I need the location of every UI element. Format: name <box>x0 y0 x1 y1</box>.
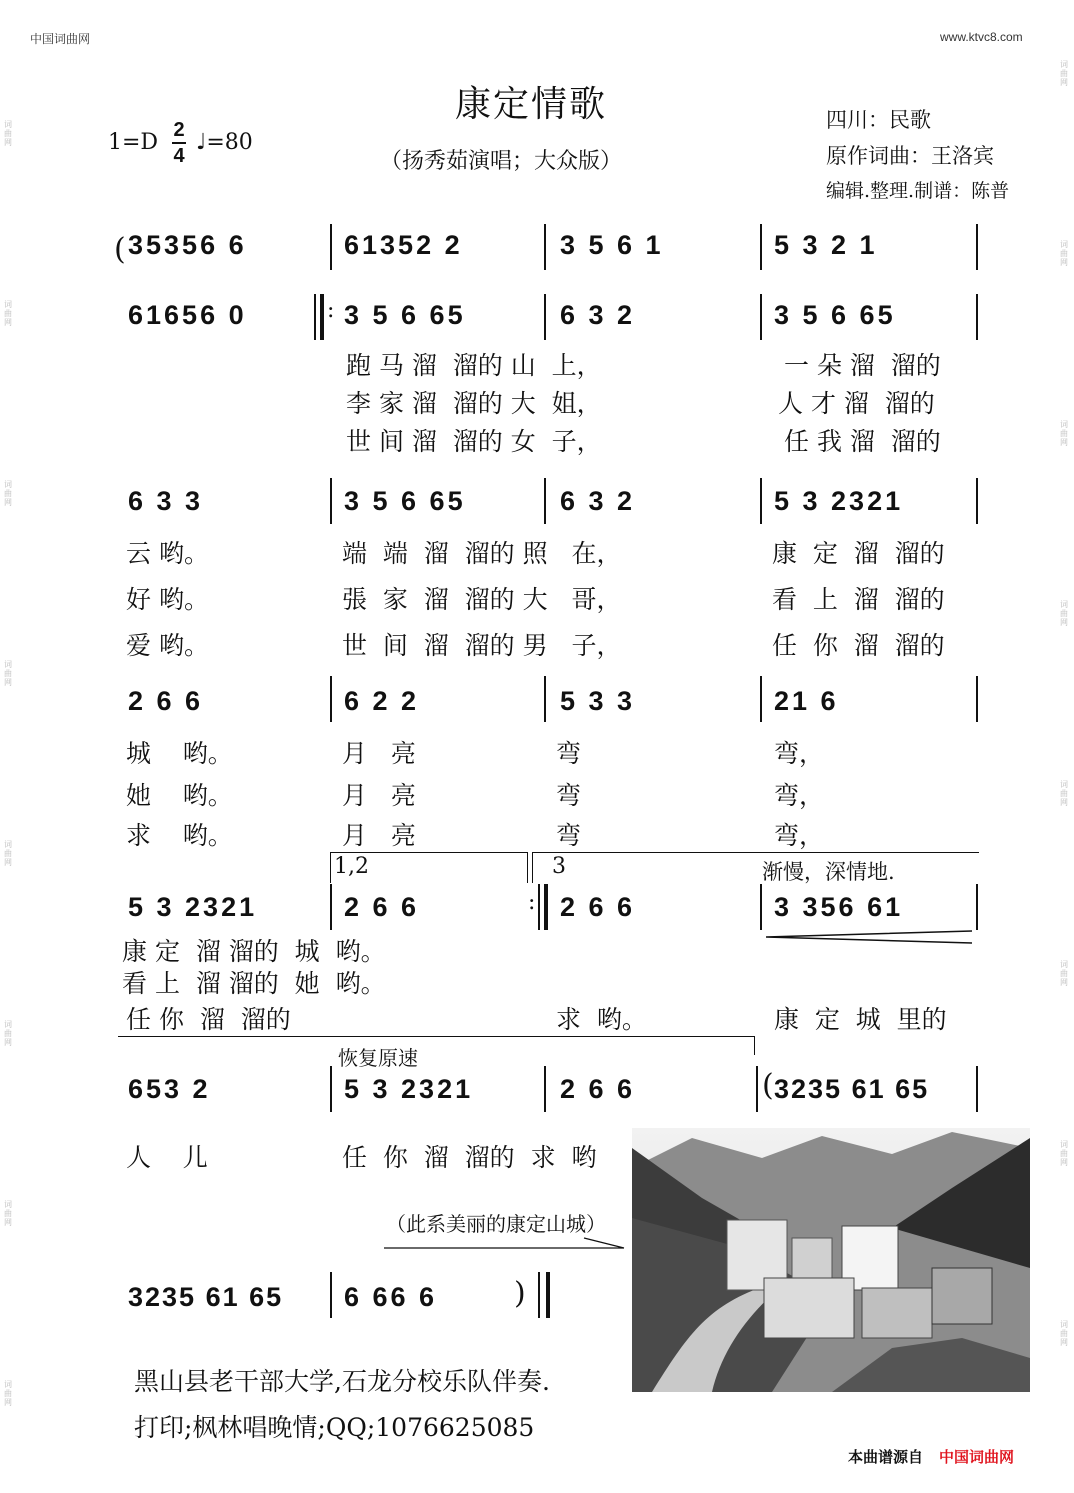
barline <box>330 1272 332 1318</box>
lyric-verse-3: 弯 <box>556 821 582 850</box>
repeat-bracket: ( <box>762 1068 774 1103</box>
barline <box>976 224 978 270</box>
lyric-line: 人 儿 <box>126 1143 208 1172</box>
barline <box>760 676 762 722</box>
watermark-text: 词曲网 <box>4 300 12 327</box>
lyric-verse-2: 人 才 溜 溜的 <box>778 389 935 418</box>
lyric-verse-1: 城 哟。 <box>126 739 233 768</box>
time-signature-bottom: 4 <box>173 145 185 167</box>
measure-notes: 3 5 6 65 <box>344 300 466 330</box>
footer-source-label: 本曲谱源自 <box>848 1449 924 1466</box>
measure-notes: 5 3 2321 <box>128 892 258 922</box>
barline <box>544 224 546 270</box>
measure-notes: 3235 61 65 <box>128 1282 284 1312</box>
barline <box>976 1066 978 1112</box>
lyric-verse-3: 世 间 溜 溜的 男 子， <box>342 631 622 660</box>
measure-notes: 6 3 2 <box>560 300 636 330</box>
ritardando-marking: 渐慢，深情地. <box>762 860 895 884</box>
watermark-text: 词曲网 <box>1060 1140 1068 1167</box>
lyric-verse-2: 好 哟。 <box>126 585 209 614</box>
lyric-verse-2: 弯， <box>774 781 825 810</box>
a-tempo-marking: 恢复原速 <box>338 1046 418 1070</box>
watermark-text: 词曲网 <box>4 840 12 867</box>
key-signature: 1=D <box>108 130 159 155</box>
final-thick-barline <box>546 1272 550 1318</box>
lyric-verse-2: 月 亮 <box>342 781 416 810</box>
measure-notes: 6 3 2 <box>560 486 636 516</box>
measure-notes: 5 3 3 <box>560 686 636 716</box>
lyric-verse-3: 求 哟。 <box>556 1005 647 1034</box>
lyric-verse-1: 弯， <box>774 739 825 768</box>
barline <box>760 224 762 270</box>
lyric-verse-2: 看 上 溜 溜的 <box>772 585 945 614</box>
measure-notes: 21 6 <box>774 686 839 716</box>
credit-composer: 原作词曲：王洛宾 <box>826 144 994 168</box>
barline <box>976 884 978 930</box>
barline <box>756 1066 758 1112</box>
song-title: 康定情歌 <box>455 84 608 125</box>
lyric-verse-2: 李 家 溜 溜的 大 姐， <box>346 389 602 418</box>
final-barline <box>538 1272 540 1318</box>
lyric-verse-1: 月 亮 <box>342 739 416 768</box>
song-subtitle: （扬秀茹演唱；大众版） <box>380 149 623 174</box>
barline <box>544 478 546 524</box>
credit-origin: 四川：民歌 <box>826 108 931 132</box>
measure-notes: 2 6 6 <box>560 892 636 922</box>
photo-caption: （此系美丽的康定山城） <box>386 1212 606 1236</box>
volta-label-2: 3 <box>552 854 566 879</box>
measure-notes: 653 2 <box>128 1074 211 1104</box>
repeat-end-thick-barline <box>544 884 548 930</box>
bracket-line <box>118 1036 755 1055</box>
watermark-text: 词曲网 <box>4 1380 12 1407</box>
barline <box>330 884 332 930</box>
barline <box>976 294 978 340</box>
measure-notes: 6 3 3 <box>128 486 204 516</box>
barline <box>330 676 332 722</box>
repeat-bracket-close: ) <box>514 1276 526 1311</box>
watermark-text: 词曲网 <box>4 1020 12 1047</box>
repeat-start-thick-barline <box>320 294 324 340</box>
watermark-text: 词曲网 <box>4 120 12 147</box>
barline <box>760 478 762 524</box>
lyric-verse-2: 弯 <box>556 781 582 810</box>
measure-notes: 6 2 2 <box>344 686 420 716</box>
measure-notes: 2 6 6 <box>560 1074 636 1104</box>
measure-notes: 2 6 6 <box>344 892 420 922</box>
watermark-text: 词曲网 <box>1060 960 1068 987</box>
volta-label-1: 1,2 <box>334 854 369 879</box>
measure-notes: 5 3 2321 <box>774 486 904 516</box>
measure-notes: 2 6 6 <box>128 686 204 716</box>
time-signature-top: 2 <box>173 119 185 141</box>
measure-notes: 61352 2 <box>344 230 463 260</box>
footer-print-info: 打印;枫林唱晚情;QQ;1076625085 <box>134 1413 535 1442</box>
lyric-verse-2: 看 上 溜 溜的 她 哟。 <box>122 969 386 998</box>
volta-bracket-2 <box>532 852 979 883</box>
measure-notes: 35356 6 <box>128 230 247 260</box>
lyric-verse-3: 康 定 城 里的 <box>774 1005 947 1034</box>
lyric-verse-3: 任 你 溜 溜的 <box>126 1005 291 1034</box>
lyric-verse-3: 求 哟。 <box>126 821 233 850</box>
measure-notes: 3 5 6 1 <box>560 230 664 260</box>
measure-notes: 3 356 61 <box>774 892 904 922</box>
lyric-verse-3: 月 亮 <box>342 821 416 850</box>
watermark-text: 词曲网 <box>1060 780 1068 807</box>
measure-notes: 3 5 6 65 <box>344 486 466 516</box>
watermark-text: 词曲网 <box>1060 1320 1068 1347</box>
barline <box>760 884 762 930</box>
measure-notes: 5 3 2 1 <box>774 230 878 260</box>
barline <box>544 676 546 722</box>
measure-notes: 3 5 6 65 <box>774 300 896 330</box>
footer-accompaniment: 黑山县老干部大学,石龙分校乐队伴奏. <box>134 1367 550 1396</box>
site-url-right: www.ktvc8.com <box>940 30 1023 44</box>
measure-notes: 61656 0 <box>128 300 247 330</box>
lyric-verse-1: 康 定 溜 溜的 城 哟。 <box>122 937 386 966</box>
lyric-verse-3: 任 我 溜 溜的 <box>784 427 941 456</box>
caption-pointer-line <box>384 1236 628 1252</box>
repeat-end-dots: : <box>528 890 536 915</box>
lyric-verse-1: 弯 <box>556 739 582 768</box>
lyric-verse-2: 張 家 溜 溜的 大 哥， <box>342 585 622 614</box>
watermark-text: 词曲网 <box>4 1200 12 1227</box>
lyric-verse-3: 任 你 溜 溜的 <box>772 631 945 660</box>
barline <box>976 676 978 722</box>
barline <box>760 294 762 340</box>
barline <box>330 224 332 270</box>
footer-source <box>848 1446 1014 1467</box>
watermark-text: 词曲网 <box>4 660 12 687</box>
watermark-text: 词曲网 <box>1060 600 1068 627</box>
repeat-end-barline <box>538 884 540 930</box>
measure-notes: 5 3 2321 <box>344 1074 474 1104</box>
lyric-verse-1: 一 朵 溜 溜的 <box>784 351 941 380</box>
repeat-bracket: ( <box>114 232 126 267</box>
tempo-marking: ♩=80 <box>196 130 253 155</box>
watermark-text: 词曲网 <box>1060 60 1068 87</box>
lyric-verse-1: 跑 马 溜 溜的 山 上， <box>346 351 602 380</box>
repeat-dots: : <box>327 298 335 323</box>
lyric-verse-1: 康 定 溜 溜的 <box>772 539 945 568</box>
barline <box>544 294 546 340</box>
lyric-verse-1: 端 端 溜 溜的 照 在， <box>342 539 622 568</box>
credit-arranger: 编辑.整理.制谱：陈普 <box>826 180 1010 202</box>
watermark-text: 词曲网 <box>4 480 12 507</box>
time-signature <box>172 118 186 168</box>
lyric-verse-1: 云 哟。 <box>126 539 209 568</box>
repeat-start-barline <box>314 294 316 340</box>
lyric-verse-3: 世 间 溜 溜的 女 子， <box>346 427 602 456</box>
footer-source-site[interactable]: 中国词曲网 <box>939 1449 1015 1466</box>
lyric-verse-3: 爱 哟。 <box>126 631 209 660</box>
watermark-text: 词曲网 <box>1060 420 1068 447</box>
decrescendo-hairpin <box>766 930 976 944</box>
site-name-left: 中国词曲网 <box>30 32 91 46</box>
barline <box>330 1066 332 1112</box>
barline <box>976 478 978 524</box>
barline <box>330 478 332 524</box>
measure-notes: 3235 61 65 <box>774 1074 930 1104</box>
watermark-text: 词曲网 <box>1060 240 1068 267</box>
measure-notes: 6 66 6 <box>344 1282 438 1312</box>
kangding-city-photo <box>632 1128 1030 1392</box>
lyric-line: 任 你 溜 溜的 求 哟 <box>342 1143 597 1172</box>
lyric-verse-2: 她 哟。 <box>126 781 233 810</box>
lyric-verse-3: 弯， <box>774 821 825 850</box>
barline <box>544 1066 546 1112</box>
